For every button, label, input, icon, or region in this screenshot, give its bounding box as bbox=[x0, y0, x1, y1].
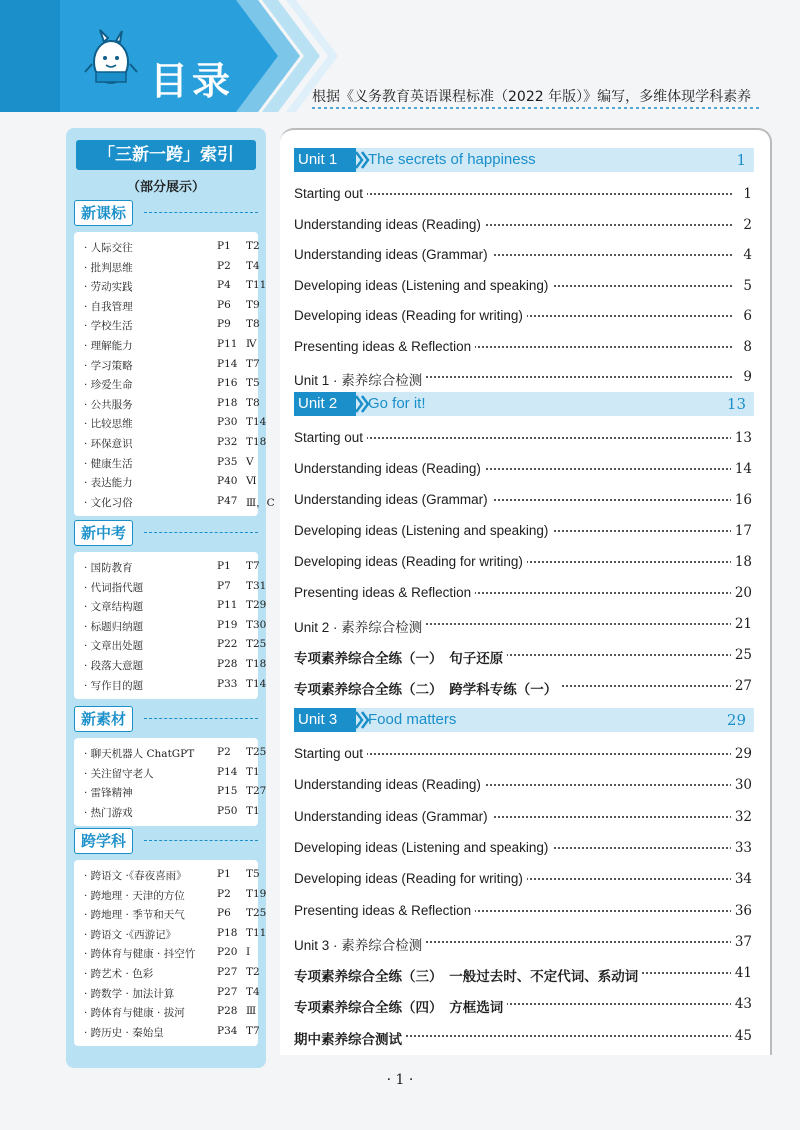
index-item-page: P18 bbox=[217, 926, 238, 939]
page-header bbox=[0, 0, 800, 110]
toc-entry[interactable] bbox=[294, 552, 752, 574]
toc-entry-page: 18 bbox=[731, 554, 752, 570]
index-item-name: · 跨语文 ·《西游记》 bbox=[84, 928, 177, 941]
index-item-question: T11 bbox=[246, 926, 267, 939]
toc-entry-label: Presenting ideas & Reflection bbox=[294, 903, 475, 918]
index-item-name: · 聊天机器人 ChatGPT bbox=[84, 748, 195, 760]
index-item-page: P14 bbox=[217, 765, 238, 778]
index-item-question: T11 bbox=[246, 279, 267, 292]
section-tag: 新中考 bbox=[74, 520, 133, 546]
toc-entry[interactable] bbox=[294, 276, 752, 298]
index-item-page: P35 bbox=[217, 455, 238, 468]
index-item[interactable] bbox=[74, 866, 258, 886]
index-item-name: · 批判思维 bbox=[84, 261, 133, 274]
sidebar-subtitle: （部分展示） bbox=[126, 180, 205, 195]
index-item-question: T7 bbox=[246, 1024, 260, 1037]
index-item[interactable] bbox=[74, 493, 275, 513]
index-item-name: · 跨体育与健康 · 抖空竹 bbox=[84, 948, 196, 961]
index-item[interactable] bbox=[74, 764, 258, 784]
toc-entry-page: 27 bbox=[731, 678, 752, 694]
toc-entry[interactable] bbox=[294, 428, 752, 450]
index-item-question: T19 bbox=[246, 887, 267, 900]
toc-entry-label: Developing ideas (Listening and speaking) bbox=[294, 278, 552, 293]
index-item-name: · 关注留守老人 bbox=[84, 767, 154, 780]
toc-entry[interactable] bbox=[294, 994, 752, 1016]
index-section bbox=[74, 828, 267, 1046]
index-item-page: P32 bbox=[217, 435, 238, 448]
toc-entry-label: 专项素养综合全练（二） 跨学科专练（一） bbox=[294, 678, 561, 698]
index-item-name: · 雷锋精神 bbox=[84, 787, 133, 800]
toc-entry-label: Developing ideas (Reading for writing) bbox=[294, 871, 527, 886]
index-item-question: T29 bbox=[246, 599, 267, 612]
index-item[interactable] bbox=[74, 656, 267, 676]
section-tag: 新课标 bbox=[74, 200, 133, 226]
toc-entry-label: Understanding ideas (Grammar) bbox=[294, 492, 492, 507]
index-item-name: · 国防教育 bbox=[84, 562, 133, 574]
index-item-name: · 比较思维 bbox=[84, 418, 133, 431]
toc-entry[interactable] bbox=[294, 869, 752, 891]
toc-entry-page: 13 bbox=[731, 430, 752, 446]
index-item-question: T25 bbox=[246, 746, 267, 758]
index-item-page: P1 bbox=[217, 240, 231, 252]
index-sidebar bbox=[66, 128, 275, 1068]
index-item-page: P1 bbox=[217, 560, 231, 572]
index-item-page: P30 bbox=[217, 416, 238, 429]
section-list bbox=[74, 860, 267, 1046]
index-item[interactable] bbox=[74, 454, 258, 474]
index-item-page: P34 bbox=[217, 1024, 238, 1037]
index-item-question: T14 bbox=[246, 416, 267, 429]
toc-entry[interactable] bbox=[294, 490, 752, 512]
toc-entry[interactable] bbox=[294, 184, 752, 206]
toc-entry[interactable] bbox=[294, 306, 752, 328]
index-item[interactable] bbox=[74, 886, 267, 906]
toc-entry-label: Developing ideas (Reading for writing) bbox=[294, 554, 527, 569]
index-item-page: P14 bbox=[217, 357, 238, 370]
index-item-name: · 跨艺术 · 色彩 bbox=[84, 967, 154, 980]
unit-label: Unit 2 bbox=[294, 392, 356, 416]
toc-entry[interactable] bbox=[294, 838, 752, 860]
index-item-name: · 跨历史 · 秦始皇 bbox=[84, 1026, 164, 1039]
index-item-page: P15 bbox=[217, 785, 238, 798]
index-item-question: T1 bbox=[246, 765, 260, 778]
toc-entry[interactable] bbox=[294, 215, 752, 237]
unit-page-number: 1 bbox=[736, 151, 746, 169]
unit-label: Unit 3 bbox=[294, 708, 356, 732]
toc-entry-page: 25 bbox=[731, 647, 752, 663]
index-item[interactable] bbox=[74, 558, 258, 578]
index-item-name: · 理解能力 bbox=[84, 339, 133, 352]
index-item[interactable] bbox=[74, 925, 267, 945]
toc-entry-page: 43 bbox=[731, 996, 752, 1012]
toc-entry-page: 37 bbox=[731, 934, 752, 950]
toc-entry-page: 17 bbox=[731, 523, 752, 539]
toc-entry[interactable] bbox=[294, 963, 752, 985]
section-list bbox=[74, 738, 267, 826]
index-item[interactable] bbox=[74, 964, 258, 984]
toc-entry-page: 8 bbox=[739, 339, 752, 355]
toc-entry-label: Understanding ideas (Reading) bbox=[294, 217, 485, 232]
toc-entry[interactable] bbox=[294, 775, 752, 797]
index-item-name: · 学校生活 bbox=[84, 320, 133, 333]
index-item-question: Ⅵ bbox=[246, 475, 257, 488]
index-item-name: · 学习策略 bbox=[84, 359, 133, 372]
index-item-name: · 标题归纳题 bbox=[84, 620, 144, 633]
index-item[interactable] bbox=[74, 984, 258, 1004]
toc-entry-page: 9 bbox=[739, 369, 752, 385]
index-item[interactable] bbox=[74, 944, 258, 964]
index-item[interactable] bbox=[74, 636, 267, 656]
index-item-page: P19 bbox=[217, 618, 238, 631]
toc-entry-page: 14 bbox=[731, 461, 752, 477]
index-item-question: T25 bbox=[246, 907, 267, 920]
index-item-question: T2 bbox=[246, 965, 260, 978]
index-item-name: · 劳动实践 bbox=[84, 281, 133, 294]
index-item-question: T8 bbox=[246, 318, 260, 331]
index-item[interactable] bbox=[74, 258, 258, 278]
toc-entry-label: Starting out bbox=[294, 186, 367, 201]
index-item-page: P18 bbox=[217, 396, 238, 409]
index-item-name: · 跨数学 · 加法计算 bbox=[84, 987, 175, 1000]
sidebar-title: 「三新一跨」索引 bbox=[76, 140, 256, 170]
toc-entry-page: 45 bbox=[731, 1028, 752, 1044]
section-list bbox=[74, 232, 275, 516]
toc-entry-label: 专项素养综合全练（一） 句子还原 bbox=[294, 647, 507, 667]
unit-page-number: 29 bbox=[726, 711, 746, 729]
index-item-name: · 环保意识 bbox=[84, 437, 133, 450]
index-item-question: T18 bbox=[246, 435, 267, 448]
index-item[interactable] bbox=[74, 434, 267, 454]
index-item-question: T1 bbox=[246, 804, 260, 817]
index-item-question: Ⅴ bbox=[246, 455, 254, 468]
index-item[interactable] bbox=[74, 676, 267, 696]
index-item[interactable] bbox=[74, 316, 258, 336]
toc-entry-page: 41 bbox=[731, 965, 752, 981]
index-item-question: T7 bbox=[246, 560, 260, 572]
index-item-page: P2 bbox=[217, 746, 231, 758]
index-item[interactable] bbox=[74, 597, 267, 617]
toc-entry[interactable] bbox=[294, 807, 752, 829]
toc-entry-label: Presenting ideas & Reflection bbox=[294, 339, 475, 354]
index-item-page: P2 bbox=[217, 259, 231, 272]
toc-entry-label: Understanding ideas (Reading) bbox=[294, 777, 485, 792]
toc-entry[interactable] bbox=[294, 337, 752, 359]
toc-entry-page: 29 bbox=[731, 746, 752, 762]
toc-entry-page: 34 bbox=[731, 871, 752, 887]
index-item-question: T4 bbox=[246, 985, 260, 998]
toc-entry-page: 33 bbox=[731, 840, 752, 856]
toc-entry-page: 6 bbox=[739, 308, 752, 324]
index-item-question: Ⅳ bbox=[246, 337, 257, 350]
index-item-question: T5 bbox=[246, 868, 260, 880]
unit-title: Go for it! bbox=[368, 395, 426, 412]
index-item-page: P11 bbox=[217, 599, 238, 612]
toc-entry[interactable] bbox=[294, 676, 752, 698]
index-item-question: Ⅰ bbox=[246, 946, 251, 959]
unit-label: Unit 1 bbox=[294, 148, 356, 172]
mascot-icon bbox=[82, 28, 140, 90]
index-item-question: T5 bbox=[246, 377, 260, 390]
toc-entry-page: 16 bbox=[731, 492, 752, 508]
toc-entry[interactable] bbox=[294, 614, 752, 636]
table-of-contents bbox=[280, 128, 772, 1055]
index-item-question: T8 bbox=[246, 396, 260, 409]
index-item[interactable] bbox=[74, 238, 258, 258]
index-item-question: T25 bbox=[246, 638, 267, 651]
index-item-name: · 自我管理 bbox=[84, 300, 133, 313]
index-item-question: T2 bbox=[246, 240, 260, 252]
toc-entry[interactable] bbox=[294, 459, 752, 481]
index-item-page: P22 bbox=[217, 638, 238, 651]
index-item-name: · 珍爱生命 bbox=[84, 379, 133, 392]
toc-entry-label: Unit 2 · 素养综合检测 bbox=[294, 616, 426, 636]
toc-entry-page: 5 bbox=[739, 278, 752, 294]
index-item-page: P16 bbox=[217, 377, 238, 390]
toc-entry[interactable] bbox=[294, 367, 752, 389]
index-item-page: P47 bbox=[217, 494, 238, 507]
index-item[interactable] bbox=[74, 905, 267, 925]
index-item-page: P7 bbox=[217, 579, 231, 592]
index-item-name: · 文章出处题 bbox=[84, 640, 144, 653]
index-item-name: · 人际交往 bbox=[84, 242, 133, 254]
section-divider bbox=[144, 840, 258, 842]
toc-entry-label: 期中素养综合测试 bbox=[294, 1028, 406, 1048]
toc-entry-label: Understanding ideas (Reading) bbox=[294, 461, 485, 476]
index-item[interactable] bbox=[74, 578, 267, 598]
index-item-question: T14 bbox=[246, 677, 267, 690]
unit-header[interactable] bbox=[294, 148, 754, 172]
index-item[interactable] bbox=[74, 473, 258, 493]
index-item-name: · 文化习俗 bbox=[84, 496, 133, 509]
index-item-question: T4 bbox=[246, 259, 260, 272]
index-item-question: Ⅲ bbox=[246, 1005, 257, 1018]
toc-entry-page: 1 bbox=[739, 186, 752, 202]
index-item-name: · 跨体育与健康 · 拔河 bbox=[84, 1007, 185, 1020]
toc-entry-page: 2 bbox=[739, 217, 752, 233]
unit-header[interactable] bbox=[294, 392, 754, 416]
index-item-name: · 跨地理 · 季节和天气 bbox=[84, 909, 185, 922]
page-title: 目录 bbox=[150, 59, 235, 103]
index-item[interactable] bbox=[74, 1023, 258, 1043]
index-item[interactable] bbox=[74, 297, 258, 317]
index-item[interactable] bbox=[74, 803, 258, 823]
index-item-page: P28 bbox=[217, 657, 238, 670]
toc-entry[interactable] bbox=[294, 583, 752, 605]
index-item-page: P4 bbox=[217, 279, 231, 292]
index-item-page: P33 bbox=[217, 677, 238, 690]
index-item[interactable] bbox=[74, 336, 258, 356]
toc-entry[interactable] bbox=[294, 245, 752, 267]
index-item-name: · 写作目的题 bbox=[84, 679, 144, 692]
section-list bbox=[74, 552, 267, 699]
index-item-question: Ⅲ，C bbox=[246, 496, 275, 509]
section-divider bbox=[144, 532, 258, 534]
toc-entry-label: Starting out bbox=[294, 746, 367, 761]
index-item-name: · 跨地理 · 天津的方位 bbox=[84, 889, 185, 902]
index-item-page: P27 bbox=[217, 965, 238, 978]
index-item-question: T18 bbox=[246, 657, 267, 670]
index-item-name: · 表达能力 bbox=[84, 477, 133, 490]
page-subtitle: 根据《义务教育英语课程标准（2022 年版）》编写，多维体现学科素养 bbox=[312, 89, 752, 105]
index-item-name: · 文章结构题 bbox=[84, 601, 144, 614]
toc-entry[interactable] bbox=[294, 645, 752, 667]
unit-title: Food matters bbox=[368, 711, 457, 728]
unit-page-number: 13 bbox=[726, 395, 746, 413]
index-item-page: P1 bbox=[217, 868, 231, 880]
index-item[interactable] bbox=[74, 375, 258, 395]
toc-entry-label: Developing ideas (Reading for writing) bbox=[294, 308, 527, 323]
toc-entry-label: Unit 3 · 素养综合检测 bbox=[294, 934, 426, 954]
index-item-name: · 健康生活 bbox=[84, 457, 133, 470]
toc-entry-page: 36 bbox=[731, 903, 752, 919]
toc-entry-label: Understanding ideas (Grammar) bbox=[294, 809, 492, 824]
toc-entry-label: 专项素养综合全练（四） 方框选词 bbox=[294, 996, 507, 1016]
toc-entry-page: 4 bbox=[739, 247, 752, 263]
toc-entry-label: Presenting ideas & Reflection bbox=[294, 585, 475, 600]
unit-header[interactable] bbox=[294, 708, 754, 732]
index-item-page: P40 bbox=[217, 475, 238, 488]
toc-entry-label: Developing ideas (Listening and speaking) bbox=[294, 840, 552, 855]
index-item[interactable] bbox=[74, 617, 267, 637]
index-item-page: P20 bbox=[217, 946, 238, 959]
index-item-name: · 热门游戏 bbox=[84, 806, 133, 819]
section-divider bbox=[144, 212, 258, 214]
section-divider bbox=[144, 718, 258, 720]
index-section bbox=[74, 200, 275, 516]
index-item-page: P9 bbox=[217, 318, 231, 331]
index-item-name: · 段落大意题 bbox=[84, 659, 144, 672]
toc-entry[interactable] bbox=[294, 1026, 752, 1048]
toc-entry-label: Understanding ideas (Grammar) bbox=[294, 247, 492, 262]
section-tag: 跨学科 bbox=[74, 828, 133, 854]
toc-entry[interactable] bbox=[294, 744, 752, 766]
toc-entry-label: Unit 1 · 素养综合检测 bbox=[294, 369, 426, 389]
index-item-page: P6 bbox=[217, 298, 231, 311]
toc-entry-label: Developing ideas (Listening and speaking) bbox=[294, 523, 552, 538]
index-item[interactable] bbox=[74, 744, 267, 764]
index-item-page: P6 bbox=[217, 907, 231, 920]
index-item-page: P50 bbox=[217, 804, 238, 817]
index-item[interactable] bbox=[74, 277, 267, 297]
toc-entry-page: 32 bbox=[731, 809, 752, 825]
index-item-question: T7 bbox=[246, 357, 260, 370]
index-item[interactable] bbox=[74, 414, 267, 434]
toc-entry[interactable] bbox=[294, 901, 752, 923]
index-item-name: · 公共服务 bbox=[84, 398, 133, 411]
index-item[interactable] bbox=[74, 1003, 258, 1023]
toc-entry-label: 专项素养综合全练（三） 一般过去时、不定代词、系动词 bbox=[294, 965, 642, 985]
index-item-name: · 跨语文 ·《春夜喜雨》 bbox=[84, 870, 187, 882]
index-section bbox=[74, 706, 267, 826]
index-item-page: P27 bbox=[217, 985, 238, 998]
index-item-question: T30 bbox=[246, 618, 267, 631]
index-item-question: T27 bbox=[246, 785, 267, 798]
toc-entry[interactable] bbox=[294, 521, 752, 543]
toc-entry-label: Starting out bbox=[294, 430, 367, 445]
index-item[interactable] bbox=[74, 356, 258, 376]
index-section bbox=[74, 520, 267, 699]
index-item-name: · 代词指代题 bbox=[84, 581, 144, 594]
index-item-page: P11 bbox=[217, 337, 238, 350]
toc-entry[interactable] bbox=[294, 932, 752, 954]
toc-entry-page: 30 bbox=[731, 777, 752, 793]
unit-title: The secrets of happiness bbox=[368, 151, 536, 168]
index-item-page: P2 bbox=[217, 887, 231, 900]
index-item[interactable] bbox=[74, 395, 258, 415]
index-item-question: T9 bbox=[246, 298, 260, 311]
section-tag: 新素材 bbox=[74, 706, 133, 732]
toc-entry-page: 20 bbox=[731, 585, 752, 601]
index-item[interactable] bbox=[74, 783, 267, 803]
page-number: · 1 · bbox=[386, 1072, 414, 1088]
toc-entry-page: 21 bbox=[731, 616, 752, 632]
index-item-page: P28 bbox=[217, 1005, 238, 1018]
index-item-question: T31 bbox=[246, 579, 267, 592]
